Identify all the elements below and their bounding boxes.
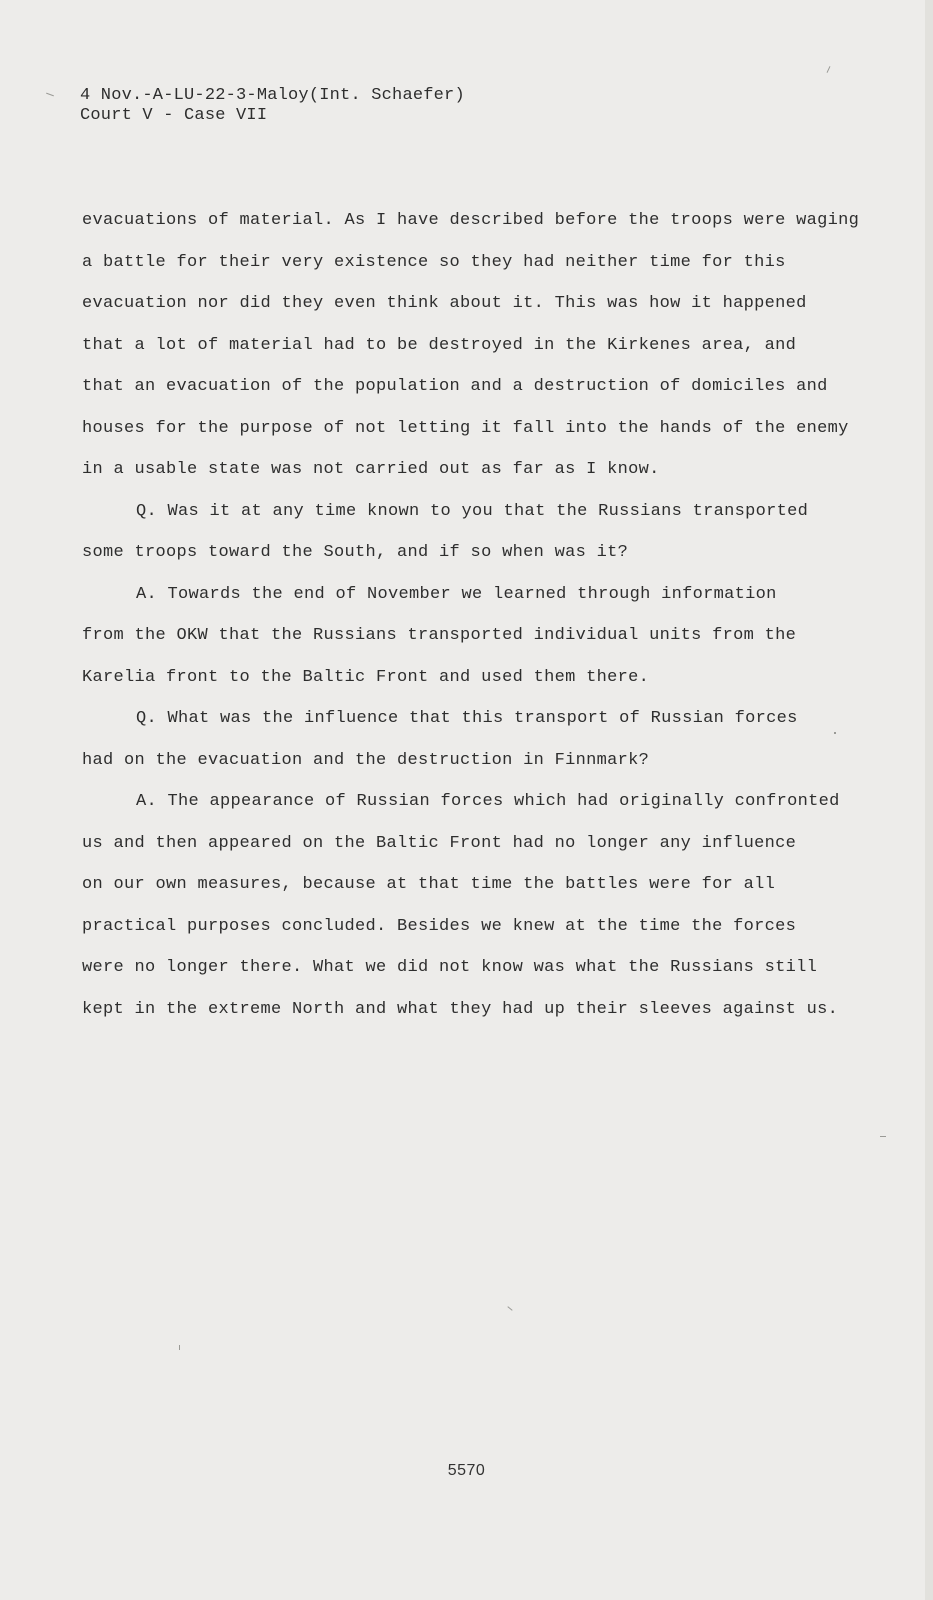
paper-speck	[880, 1136, 886, 1137]
body-line: were no longer there. What we did not know was what the Russians still	[82, 958, 818, 977]
body-line: houses for the purpose of not letting it fall into the hands of the enemy	[82, 418, 849, 438]
body-line: from the OKW that the Russians transported individual units from the	[82, 626, 797, 645]
body-line: that a lot of material had to be destroyed in the Kirkenes area, and	[82, 335, 797, 355]
body-line: evacuation nor did they even think about it. This was how it happened	[82, 294, 807, 313]
page-number: 5570	[447, 1462, 486, 1479]
paper-speck	[834, 732, 836, 734]
question-line: Q. What was the influence that this transport of Russian forces	[136, 709, 798, 728]
body-line: us and then appeared on the Baltic Front had no longer any influence	[82, 833, 797, 853]
body-line: on our own measures, because at that time the battles were for all	[82, 875, 776, 894]
header-line-2: Court V - Case VII	[80, 106, 268, 125]
header-line-1: 4 Nov.-A-LU-22-3-Maloy(Int. Schaefer)	[80, 86, 465, 105]
body-line: practical purposes concluded. Besides we knew at the time the forces	[82, 916, 797, 936]
body-line: that an evacuation of the population and a destruction of domiciles and	[82, 377, 828, 396]
body-line: had on the evacuation and the destruction in Finnmark?	[82, 750, 650, 770]
document-header	[80, 86, 465, 126]
body-line: some troops toward the South, and if so when was it?	[82, 543, 629, 562]
body-line: in a usable state was not carried out as far as I know.	[82, 460, 660, 479]
answer-line: A. The appearance of Russian forces which had originally confronted	[136, 792, 840, 811]
body-line: evacuations of material. As I have described before the troops were waging	[82, 211, 860, 230]
body-line: kept in the extreme North and what they had up their sleeves against us.	[82, 999, 839, 1019]
paper-speck	[179, 1345, 180, 1350]
body-line: Karelia front to the Baltic Front and used them there.	[82, 667, 650, 687]
body-line: a battle for their very existence so they had neither time for this	[82, 252, 786, 272]
paper-speck	[46, 93, 54, 97]
paper-speck	[827, 66, 831, 73]
paper-speck	[507, 1306, 512, 1311]
question-line: Q. Was it at any time known to you that the Russians transported	[136, 501, 809, 521]
transcript-body	[82, 200, 862, 1030]
answer-line: A. Towards the end of November we learned through information	[136, 584, 777, 604]
